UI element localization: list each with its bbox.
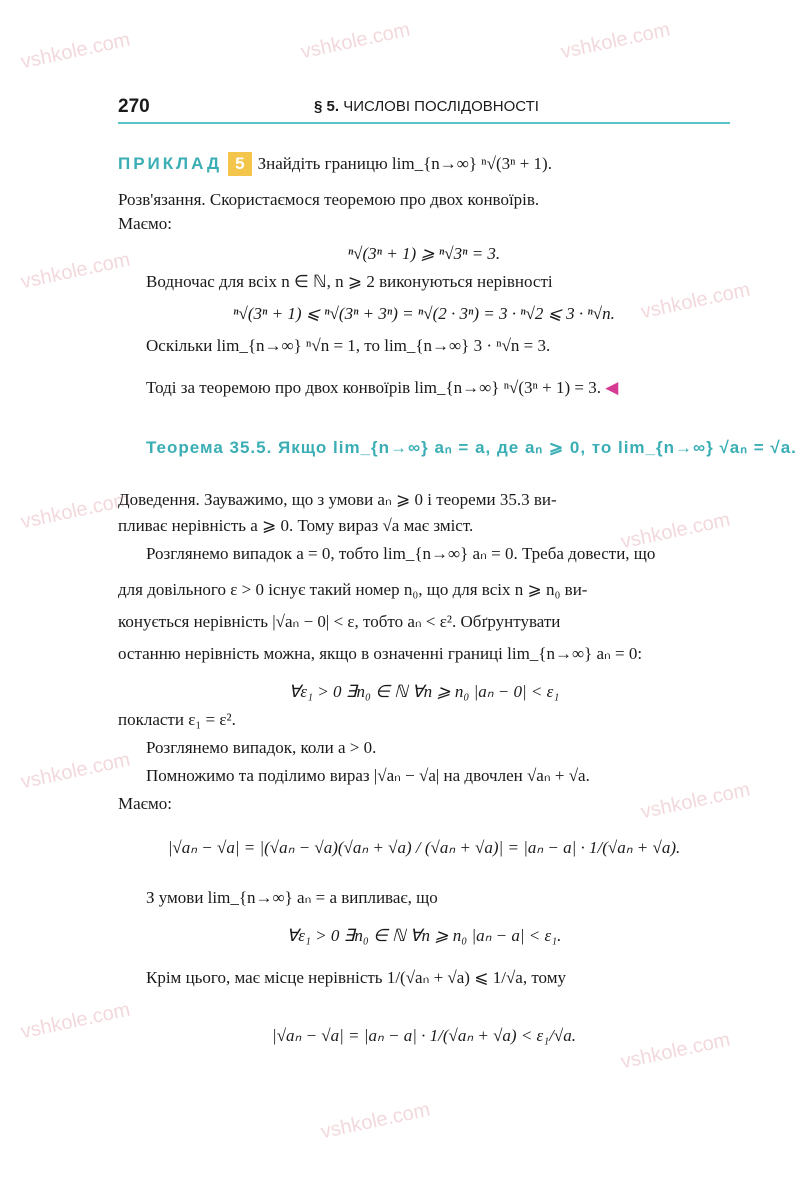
conclusion-text: Тоді за теоремою про двох конвоїрів lim_{n→∞} ⁿ√(3ⁿ + 1) = 3. xyxy=(146,378,601,397)
text-line: покласти ε₁ = ε². xyxy=(118,710,236,729)
section-name: ЧИСЛОВІ ПОСЛІДОВНОСТІ xyxy=(343,98,539,115)
example-number: 5 xyxy=(228,152,251,176)
solution-line: Розв'язання. Скористаємося теоремою про двох конвоїрів. xyxy=(118,190,540,209)
formula-line: ∀ε₁ > 0 ∃n₀ ∈ ℕ ∀n ⩾ n₀ |aₙ − 0| < ε₁ xyxy=(288,682,560,701)
example-task: Знайдіть границю lim_{n→∞} ⁿ√(3ⁿ + 1). xyxy=(257,154,552,173)
text-line: Помножимо та поділимо вираз |√aₙ − √a| на двочлен √aₙ + √a. xyxy=(146,766,590,785)
formula-line: |√aₙ − √a| = |(√aₙ − √a)(√aₙ + √a) / (√aₙ + √a)| = |aₙ − a| · 1/(√aₙ + √a). xyxy=(167,838,681,857)
watermark: vshkole.com xyxy=(638,778,753,824)
section-number: § 5. xyxy=(314,98,340,115)
proof-line: Доведення. Зауважимо, що з умови aₙ ⩾ 0 і теореми 35.3 ви- xyxy=(118,490,557,509)
watermark: vshkole.com xyxy=(298,18,413,64)
text-line: для довільного ε > 0 існує такий номер n₀, що для всіх n ⩾ n₀ ви- xyxy=(118,580,588,599)
text-line: Розглянемо випадок, коли a > 0. xyxy=(146,738,377,757)
text-line: конується нерівність |√aₙ − 0| < ε, тобто aₙ < ε². Обґрунтувати xyxy=(118,612,561,631)
watermark: vshkole.com xyxy=(618,508,733,554)
example-heading xyxy=(118,152,730,176)
text-line: Маємо: xyxy=(118,794,172,813)
text-line: Крім цього, має місце нерівність 1/(√aₙ + √a) ⩽ 1/√a, тому xyxy=(146,968,566,987)
section-title xyxy=(314,98,539,115)
watermark: vshkole.com xyxy=(18,748,133,794)
formula-line: ⁿ√(3ⁿ + 1) ⩾ ⁿ√3ⁿ = 3. xyxy=(347,244,501,263)
text-line: Маємо: xyxy=(118,214,172,233)
end-of-solution-icon: ◀ xyxy=(605,378,619,397)
page-header xyxy=(118,94,730,124)
example-label: ПРИКЛАД xyxy=(118,154,223,173)
watermark: vshkole.com xyxy=(318,1098,433,1144)
text-line: Розглянемо випадок a = 0, тобто lim_{n→∞} aₙ = 0. Треба довести, що xyxy=(146,544,656,563)
watermark: vshkole.com xyxy=(558,18,673,64)
text-line: Водночас для всіх n ∈ ℕ, n ⩾ 2 виконуються нерівності xyxy=(146,272,553,291)
watermark: vshkole.com xyxy=(618,1028,733,1074)
text-line: З умови lim_{n→∞} aₙ = a випливає, що xyxy=(146,888,438,907)
text-line: пливає нерівність a ⩾ 0. Тому вираз √a має зміст. xyxy=(118,516,474,535)
text-line: Оскільки lim_{n→∞} ⁿ√n = 1, то lim_{n→∞} 3 · ⁿ√n = 3. xyxy=(146,336,551,355)
watermark: vshkole.com xyxy=(18,248,133,294)
watermark: vshkole.com xyxy=(638,278,753,324)
watermark: vshkole.com xyxy=(18,998,133,1044)
watermark: vshkole.com xyxy=(18,488,133,534)
theorem-statement: Теорема 35.5. Якщо lim_{n→∞} aₙ = a, де aₙ ⩾ 0, то lim_{n→∞} √aₙ = √a. xyxy=(146,438,797,457)
theorem-line xyxy=(146,436,797,460)
formula-line: ⁿ√(3ⁿ + 1) ⩽ ⁿ√(3ⁿ + 3ⁿ) = ⁿ√(2 · 3ⁿ) = 3 · ⁿ√2 ⩽ 3 · ⁿ√n. xyxy=(233,304,615,323)
watermark: vshkole.com xyxy=(18,28,133,74)
conclusion-line xyxy=(146,376,730,400)
page-number: 270 xyxy=(118,96,150,117)
formula-line: ∀ε₁ > 0 ∃n₀ ∈ ℕ ∀n ⩾ n₀ |aₙ − a| < ε₁. xyxy=(286,926,562,945)
text-line: останню нерівність можна, якщо в означенні границі lim_{n→∞} aₙ = 0: xyxy=(118,644,643,663)
formula-line: |√aₙ − √a| = |aₙ − a| · 1/(√aₙ + √a) < ε₁/√a. xyxy=(272,1026,576,1045)
